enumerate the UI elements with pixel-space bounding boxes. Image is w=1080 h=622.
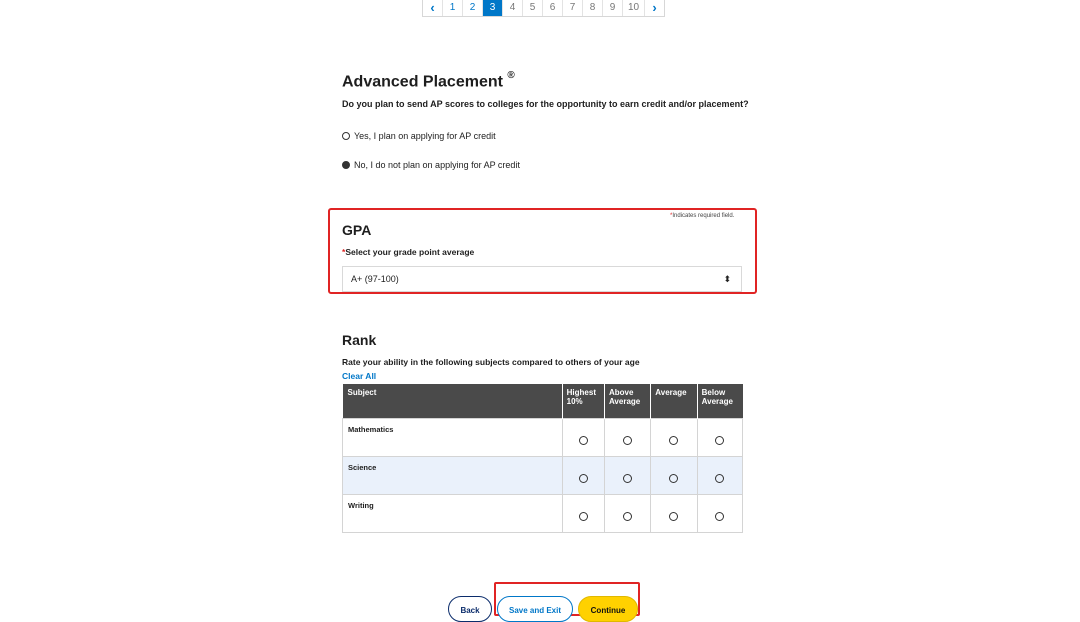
subject-science: Science — [343, 456, 563, 494]
clear-all-link[interactable]: Clear All — [342, 371, 377, 381]
cell — [604, 494, 650, 532]
cell — [697, 418, 742, 456]
ap-question: Do you plan to send AP scores to colleges for the opportunity to earn credit and/or placement? — [342, 99, 749, 109]
radio-unchecked-icon[interactable] — [342, 132, 350, 140]
page-2-link[interactable]: 2 — [463, 0, 483, 16]
radio-checked-icon[interactable] — [342, 161, 350, 169]
header-subject: Subject — [343, 384, 563, 418]
rank-title: Rank — [342, 332, 377, 348]
select-caret-icon: ⬍ — [723, 274, 731, 284]
ap-title-text: Advanced Placement — [342, 73, 503, 91]
cell — [604, 418, 650, 456]
page-9-link[interactable]: 9 — [603, 0, 623, 16]
pagination — [422, 0, 665, 17]
ap-option-yes-label: Yes, I plan on applying for AP credit — [354, 131, 496, 141]
gpa-title: GPA — [342, 222, 372, 238]
radio-writing-average[interactable] — [669, 512, 678, 521]
back-button[interactable]: Back — [448, 596, 492, 622]
cell — [697, 494, 742, 532]
header-highest: Highest 10% — [562, 384, 604, 418]
rank-table-header-row — [343, 384, 743, 418]
gpa-select[interactable] — [342, 266, 742, 292]
header-above: Above Average — [604, 384, 650, 418]
radio-math-below[interactable] — [715, 436, 724, 445]
radio-science-highest[interactable] — [579, 474, 588, 483]
page-6-link[interactable]: 6 — [543, 0, 563, 16]
radio-writing-below[interactable] — [715, 512, 724, 521]
page-5-link[interactable]: 5 — [523, 0, 543, 16]
radio-science-above[interactable] — [623, 474, 632, 483]
required-note — [670, 213, 734, 219]
ap-title — [342, 72, 515, 91]
page-4-link[interactable]: 4 — [503, 0, 523, 16]
rank-question: Rate your ability in the following subjects compared to others of your age — [342, 357, 640, 367]
cell — [562, 418, 604, 456]
page-8-link[interactable]: 8 — [583, 0, 603, 16]
page-7-link[interactable]: 7 — [563, 0, 583, 16]
radio-math-highest[interactable] — [579, 436, 588, 445]
subject-writing: Writing — [343, 494, 563, 532]
table-row — [343, 456, 743, 494]
save-and-exit-button[interactable]: Save and Exit — [497, 596, 573, 622]
table-row — [343, 494, 743, 532]
cell — [651, 418, 697, 456]
radio-science-below[interactable] — [715, 474, 724, 483]
cell — [697, 456, 742, 494]
radio-math-above[interactable] — [623, 436, 632, 445]
page-1-link[interactable]: 1 — [443, 0, 463, 16]
header-below: Below Average — [697, 384, 742, 418]
radio-writing-highest[interactable] — [579, 512, 588, 521]
page-10-link[interactable]: 10 — [623, 0, 645, 16]
ap-option-no-label: No, I do not plan on applying for AP credit — [354, 160, 520, 170]
ap-option-no[interactable] — [342, 160, 520, 170]
cell — [562, 494, 604, 532]
rank-table — [342, 384, 743, 533]
cell — [651, 456, 697, 494]
next-page-icon[interactable]: › — [652, 0, 657, 15]
ap-option-yes[interactable] — [342, 131, 496, 141]
radio-math-average[interactable] — [669, 436, 678, 445]
continue-button[interactable]: Continue — [578, 596, 638, 622]
required-star: * — [670, 213, 673, 219]
gpa-selected-value: A+ (97-100) — [351, 274, 399, 284]
table-row — [343, 418, 743, 456]
prev-page-icon[interactable]: ‹ — [423, 0, 443, 16]
gpa-label-text: Select your grade point average — [345, 247, 475, 257]
cell — [604, 456, 650, 494]
gpa-label — [342, 247, 474, 257]
radio-writing-above[interactable] — [623, 512, 632, 521]
subject-mathematics: Mathematics — [343, 418, 563, 456]
cell — [651, 494, 697, 532]
radio-science-average[interactable] — [669, 474, 678, 483]
cell — [562, 456, 604, 494]
header-average: Average — [651, 384, 697, 418]
gpa-required-star: * — [342, 247, 346, 257]
required-note-text: Indicates required field. — [672, 213, 735, 219]
registered-mark: ® — [507, 70, 515, 81]
page-3-link[interactable]: 3 — [483, 0, 503, 16]
